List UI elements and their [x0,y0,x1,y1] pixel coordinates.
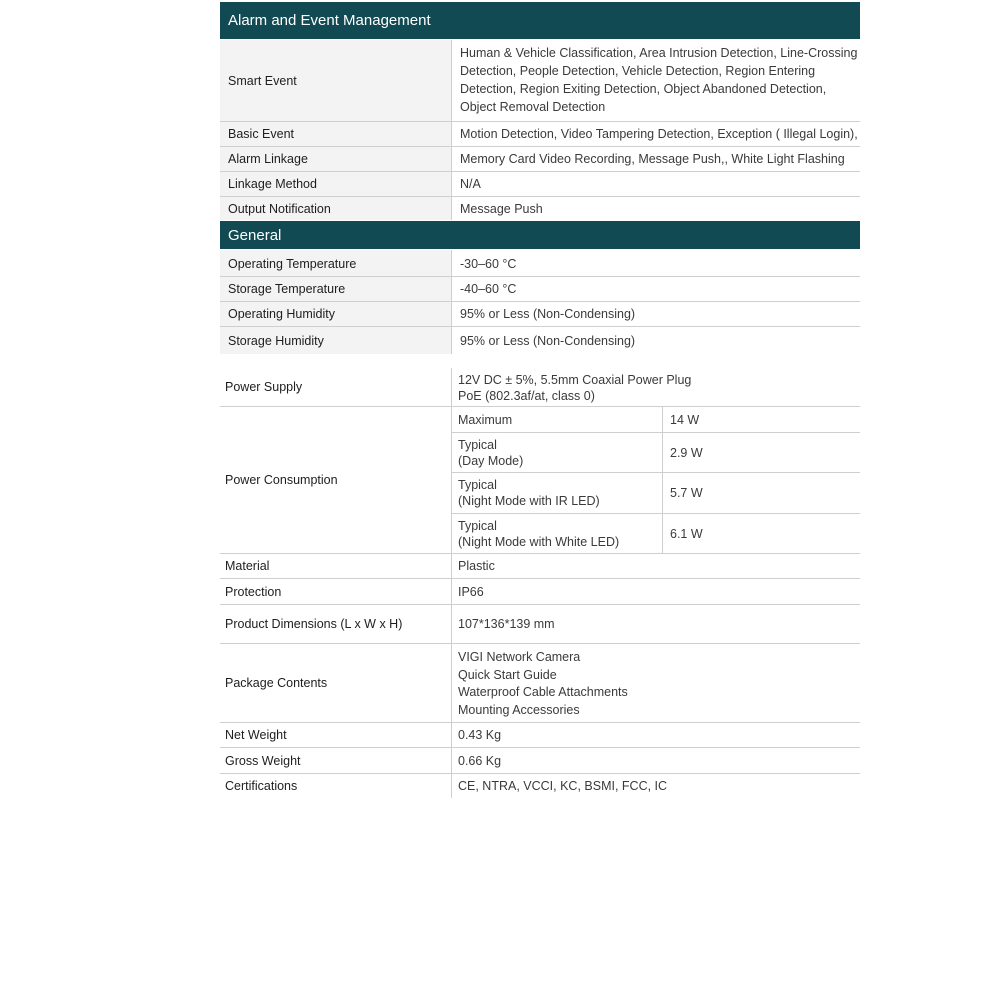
spec-value-operating-humidity: 95% or Less (Non-Condensing) [460,307,636,321]
alarm-column-divider [451,40,452,220]
spec-value-gross-weight: 0.66 Kg [458,753,502,768]
power-mode-night-ir [458,473,658,513]
spec-value-package-contents [458,648,858,720]
spec-label-material: Material [225,559,270,573]
package-item: Quick Start Guide [458,667,557,682]
spec-label-package-contents: Package Contents [225,676,328,690]
spec-value-material: Plastic [458,559,495,573]
spec-label-operating-humidity: Operating Humidity [228,307,335,321]
power-mode-night-white [458,514,658,553]
spec-value-product-dimensions: 107*136*139 mm [458,617,555,631]
spec-label-alarm-linkage: Alarm Linkage [228,152,308,166]
spec-value-operating-temperature: -30–60 °C [460,257,517,271]
package-item: Waterproof Cable Attachments [458,685,628,699]
spec-value-storage-temperature: -40–60 °C [460,282,517,296]
spec-label-basic-event: Basic Event [228,127,295,141]
spec-label-certifications: Certifications [225,779,298,793]
section-header-alarm [220,2,860,39]
power-value-maximum: 14 W [670,413,700,427]
spec-value-power-supply [458,370,858,406]
spec-value-net-weight: 0.43 Kg [458,728,502,742]
power-mode-line: (Day Mode) [458,453,524,468]
power-mode-day [458,433,658,472]
power-value-night-white: 6.1 W [670,526,703,541]
spec-label-storage-humidity: Storage Humidity [228,334,324,348]
power-subcolumn-divider [662,407,663,553]
power-mode-line: (Night Mode with White LED) [458,534,620,549]
spec-label-net-weight: Net Weight [225,728,287,742]
power-mode-line: Typical [458,478,497,492]
spec-label-smart-event: Smart Event [228,73,297,88]
spec-label-power-consumption: Power Consumption [225,473,338,487]
power-supply-line: PoE (802.3af/at, class 0) [458,389,595,403]
spec-value-certifications: CE, NTRA, VCCI, KC, BSMI, FCC, IC [458,779,668,793]
spec-label-protection: Protection [225,584,282,599]
spec-label-operating-temperature: Operating Temperature [228,257,357,271]
spec-label-power-supply: Power Supply [225,380,303,394]
row-divider [220,326,860,327]
spec-label-product-dimensions: Product Dimensions (L x W x H) [225,617,403,631]
spec-value-linkage-method: N/A [460,177,481,191]
general-column-divider [451,250,452,354]
power-mode-line: Typical [458,518,497,533]
power-value-night-ir: 5.7 W [670,486,703,500]
power-supply-line: 12V DC ± 5%, 5.5mm Coaxial Power Plug [458,373,692,387]
section-header-general [220,221,860,249]
spec-value-storage-humidity: 95% or Less (Non-Condensing) [460,334,636,348]
spec-value-basic-event: Motion Detection, Video Tampering Detection, Exception ( Illegal Login), [460,127,858,141]
spec-label-gross-weight: Gross Weight [225,753,301,768]
section-title-alarm: Alarm and Event Management [228,12,431,29]
power-mode-line: Typical [458,437,497,452]
section-title-general: General [228,226,282,244]
power-mode-maximum: Maximum [458,413,513,427]
power-value-day: 2.9 W [670,445,703,460]
spec-value-alarm-linkage: Memory Card Video Recording, Message Push,, White Light Flashing [460,152,845,166]
spec-label-linkage-method: Linkage Method [228,177,317,191]
power-mode-line: (Night Mode with IR LED) [458,494,600,508]
spec-value-smart-event: Human & Vehicle Classification, Area Intrusion Detection, Line-Crossing Detection, People Detection, Vehicle Detection, Region Entering Detection, Region Exiting Detection, Object Abandoned Detection, Object Removal Detection [460,46,858,114]
package-item: Mounting Accessories [458,702,580,717]
spec-value-protection: IP66 [458,584,484,599]
spec-label-output-notification: Output Notification [228,202,331,216]
spec-value-output-notification: Message Push [460,202,543,216]
spec-label-storage-temperature: Storage Temperature [228,282,346,296]
package-item: VIGI Network Camera [458,650,581,664]
